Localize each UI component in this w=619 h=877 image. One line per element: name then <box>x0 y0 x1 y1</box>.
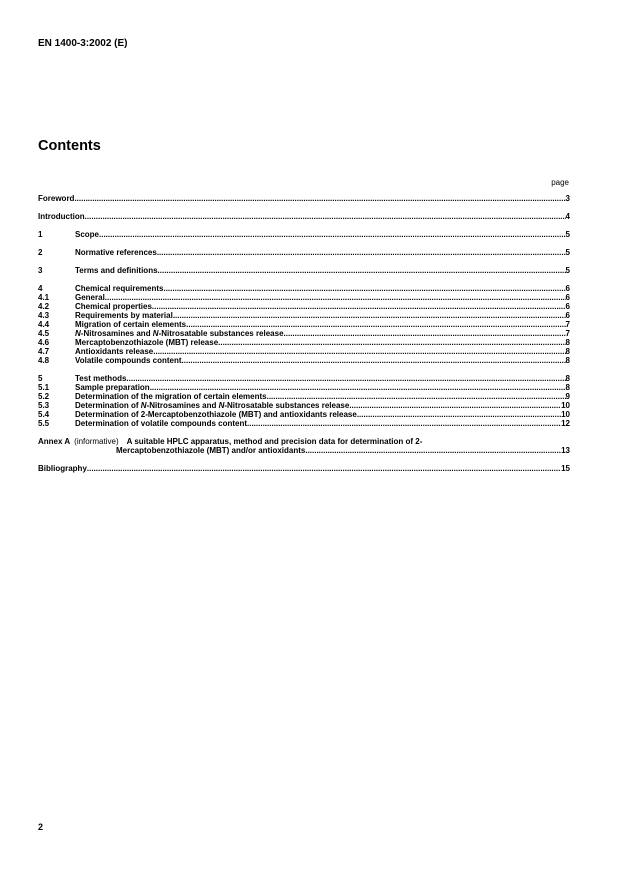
toc-page: 6 <box>565 302 570 311</box>
toc-page: 8 <box>565 356 570 365</box>
toc-label-part: -Nitrosamines and <box>146 401 219 410</box>
italic-n: N <box>75 329 81 338</box>
dot-leader <box>357 410 561 419</box>
toc-number: 5.5 <box>38 419 50 428</box>
toc-label: Chemical requirements <box>75 284 164 293</box>
toc-label: Terms and definitions <box>75 266 158 275</box>
toc-number: 4 <box>38 284 43 293</box>
toc-entry-2[interactable] <box>38 248 570 257</box>
toc-page: 15 <box>561 464 570 473</box>
dot-leader <box>182 356 566 365</box>
toc-entry-4-4[interactable] <box>38 320 570 329</box>
toc-entry-foreword[interactable] <box>38 194 570 203</box>
toc-entry-4-8[interactable] <box>38 356 570 365</box>
toc-number: 5.2 <box>38 392 50 401</box>
toc-page: 4 <box>565 212 570 221</box>
toc-label: Scope <box>75 230 100 239</box>
toc-number: 4.4 <box>38 320 50 329</box>
italic-n: N <box>152 329 159 338</box>
toc-number: 4.6 <box>38 338 50 347</box>
toc-entry-5-4[interactable] <box>38 410 570 419</box>
toc-entry-5-2[interactable] <box>38 392 570 401</box>
dot-leader <box>247 419 561 428</box>
toc-number: 5.1 <box>38 383 50 392</box>
dot-leader <box>85 212 566 221</box>
toc-entry-3[interactable] <box>38 266 570 275</box>
toc-label: Test methods <box>75 374 127 383</box>
annex-title-line-2: Mercaptobenzothiazole (MBT) and/or antioxidants <box>116 446 306 455</box>
toc-page: 7 <box>565 329 570 338</box>
toc-page: 8 <box>565 347 570 356</box>
dot-leader <box>186 320 565 329</box>
toc-label-part: -Nitrosamines and <box>80 329 153 338</box>
page-title: Contents <box>38 138 101 154</box>
toc-entry-4-7[interactable] <box>38 347 570 356</box>
toc-entry-annex-a[interactable] <box>38 437 570 455</box>
dot-leader <box>218 338 565 347</box>
italic-n: N <box>218 401 225 410</box>
toc-label: Normative references <box>75 248 157 257</box>
toc-label: Bibliography <box>38 464 87 473</box>
annex-prefix: Annex A <box>38 437 71 446</box>
toc-page: 9 <box>565 392 570 401</box>
toc-number: 5 <box>38 374 43 383</box>
toc-page: 8 <box>565 383 570 392</box>
annex-title-line-1: A suitable HPLC apparatus, method and precision data for determination of 2- <box>126 437 423 446</box>
toc-label: Determination of volatile compounds content <box>75 419 248 428</box>
toc-page: 3 <box>565 194 570 203</box>
toc-label: Chemical properties <box>75 302 152 311</box>
dot-leader <box>87 464 561 473</box>
toc-entry-5-1[interactable] <box>38 383 570 392</box>
table-of-contents <box>38 194 570 473</box>
toc-entry-5-5[interactable] <box>38 419 570 428</box>
toc-entry-introduction[interactable] <box>38 212 570 221</box>
dot-leader <box>284 329 566 338</box>
toc-label: Determination of the migration of certain elements <box>75 392 267 401</box>
dot-leader <box>158 266 566 275</box>
toc-label <box>75 329 284 338</box>
toc-page: 6 <box>565 284 570 293</box>
dot-leader <box>152 302 566 311</box>
dot-leader <box>126 374 565 383</box>
annex-informative-tag: (informative) <box>74 437 119 446</box>
toc-number: 4.1 <box>38 293 50 302</box>
toc-label: Introduction <box>38 212 85 221</box>
toc-page: 10 <box>561 410 570 419</box>
toc-label: Determination of 2-Mercaptobenzothiazole (MBT) and antioxidants release <box>75 410 357 419</box>
toc-entry-bibliography[interactable] <box>38 464 570 473</box>
toc-number: 1 <box>38 230 43 239</box>
dot-leader <box>173 311 566 320</box>
toc-page: 8 <box>565 374 570 383</box>
toc-number: 4.2 <box>38 302 50 311</box>
toc-number: 5.4 <box>38 410 50 419</box>
toc-number: 4.5 <box>38 329 50 338</box>
toc-entry-4-3[interactable] <box>38 311 570 320</box>
toc-label: Sample preparation <box>75 383 150 392</box>
toc-page: 10 <box>561 401 570 410</box>
toc-label: Foreword <box>38 194 75 203</box>
toc-entry-4-1[interactable] <box>38 293 570 302</box>
dot-leader <box>74 194 565 203</box>
annex-line-2 <box>38 446 570 455</box>
italic-n: N <box>140 401 147 410</box>
toc-label <box>75 401 349 410</box>
dot-leader <box>163 284 565 293</box>
toc-label: Antioxidants release <box>75 347 154 356</box>
dot-leader <box>150 383 566 392</box>
toc-page: 8 <box>565 338 570 347</box>
document-id-header: EN 1400-3:2002 (E) <box>38 38 128 49</box>
toc-entry-4-2[interactable] <box>38 302 570 311</box>
toc-entry-4-6[interactable] <box>38 338 570 347</box>
dot-leader <box>305 446 561 455</box>
dot-leader <box>267 392 566 401</box>
toc-number: 4.8 <box>38 356 50 365</box>
toc-page: 5 <box>565 266 570 275</box>
toc-number: 4.3 <box>38 311 50 320</box>
page-number-footer: 2 <box>38 822 44 832</box>
dot-leader <box>99 230 566 239</box>
toc-number: 3 <box>38 266 43 275</box>
toc-number: 2 <box>38 248 43 257</box>
toc-label: Requirements by material <box>75 311 173 320</box>
toc-label: Migration of certain elements <box>75 320 187 329</box>
toc-entry-5[interactable] <box>38 374 570 383</box>
annex-line-1 <box>38 437 570 446</box>
toc-page: 13 <box>561 446 570 455</box>
toc-label: General <box>75 293 105 302</box>
toc-number: 5.3 <box>38 401 50 410</box>
toc-label: Volatile compounds content <box>75 356 182 365</box>
toc-page: 6 <box>565 311 570 320</box>
toc-page: 6 <box>565 293 570 302</box>
toc-label-part: Determination of <box>75 401 141 410</box>
toc-label: Mercaptobenzothiazole (MBT) release <box>75 338 219 347</box>
toc-entry-1[interactable] <box>38 230 570 239</box>
dot-leader <box>153 347 565 356</box>
toc-page: 7 <box>565 320 570 329</box>
page-column-label: page <box>551 178 569 187</box>
dot-leader <box>105 293 566 302</box>
dot-leader <box>349 401 561 410</box>
toc-label-part: -Nitrosatable substances release <box>224 401 350 410</box>
toc-entry-4-5[interactable] <box>38 329 570 338</box>
dot-leader <box>157 248 566 257</box>
toc-number: 4.7 <box>38 347 50 356</box>
toc-page: 5 <box>565 230 570 239</box>
toc-entry-4[interactable] <box>38 284 570 293</box>
toc-label-part: -Nitrosatable substances release <box>158 329 284 338</box>
toc-page: 12 <box>561 419 570 428</box>
toc-page: 5 <box>565 248 570 257</box>
toc-entry-5-3[interactable] <box>38 401 570 410</box>
